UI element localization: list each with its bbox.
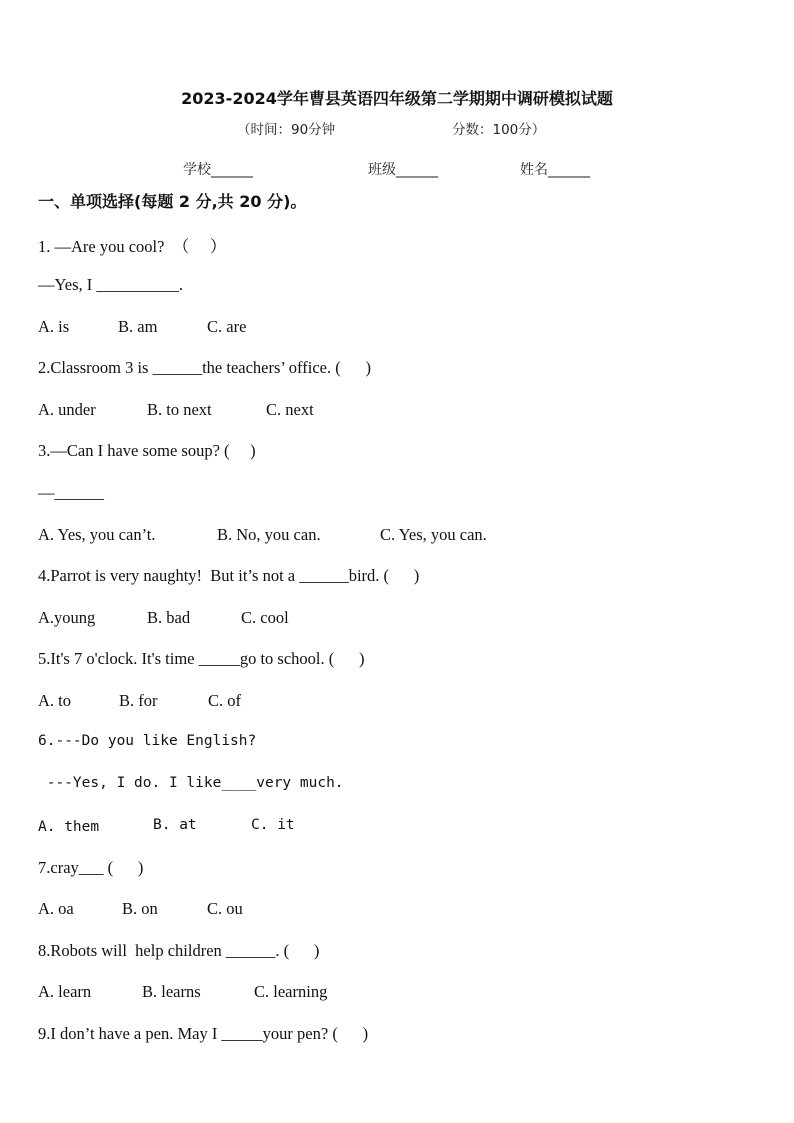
question-5-stem: 5.It's 7 o'clock. It's time _____go to school. ( ) [38,649,365,668]
exam-score: 分数：100分） [452,122,546,138]
question-6-option-b: B. at [153,817,197,833]
question-6-option-c: C. it [251,817,295,833]
section-heading: 一、单项选择(每题 2 分,共 20 分)。 [38,192,307,211]
question-1-answer-line: —Yes, I __________. [38,275,184,294]
question-6-option-a-text: A. them [38,819,100,835]
question-7-option-a: A. oa [38,899,74,918]
question-9-stem: 9.I don’t have a pen. May I _____your pen? ( ) [38,1024,369,1043]
question-4-option-c: C. cool [241,608,289,627]
exam-title: 2023-2024学年曹县英语四年级第二学期期中调研模拟试题 [181,89,613,108]
question-1-option-a: A. is [38,317,70,336]
question-3-stem: 3.—Can I have some soup? ( ) [38,441,256,460]
question-7-option-c: C. ou [207,899,243,918]
question-4-option-b: B. bad [147,608,191,627]
question-3-option-c: C. Yes, you can. [380,525,487,544]
question-3-option-b: B. No, you can. [217,525,321,544]
question-2-option-a: A. under [38,400,96,419]
question-1-option-b: B. am [118,317,158,336]
question-5-option-c: C. of [208,691,241,710]
question-6-stem: 6.---Do you like English? [38,733,257,749]
question-2-stem: 2.Classroom 3 is ______the teachers’ office. ( ) [38,358,371,377]
school-field: 学校______ [183,162,253,178]
question-8-option-b: B. learns [142,982,201,1001]
exam-time: （时间：90分钟 [237,122,336,138]
question-6-answer-line: ---Yes, I do. I like____very much. [38,775,344,791]
question-4-option-a: A.young [38,608,96,627]
name-field: 姓名______ [520,162,590,178]
question-8-option-c: C. learning [254,982,328,1001]
question-3-answer-line: —______ [38,483,104,502]
question-1-option-c: C. are [207,317,247,336]
question-6-option-a [38,816,99,836]
question-2-option-b: B. to next [147,400,212,419]
question-8-stem: 8.Robots will help children ______. ( ) [38,941,320,960]
question-2-option-c: C. next [266,400,314,419]
question-7-option-b: B. on [122,899,158,918]
question-3-option-a: A. Yes, you can’t. [38,525,156,544]
question-4-stem: 4.Parrot is very naughty! But it’s not a ______bird. ( ) [38,566,420,585]
question-8-option-a: A. learn [38,982,92,1001]
question-5-option-a: A. to [38,691,71,710]
question-1-stem: 1. —Are you cool? （ ） [38,237,227,256]
class-field: 班级______ [368,162,438,178]
question-7-stem: 7.cray___ ( ) [38,858,144,877]
question-5-option-b: B. for [119,691,158,710]
